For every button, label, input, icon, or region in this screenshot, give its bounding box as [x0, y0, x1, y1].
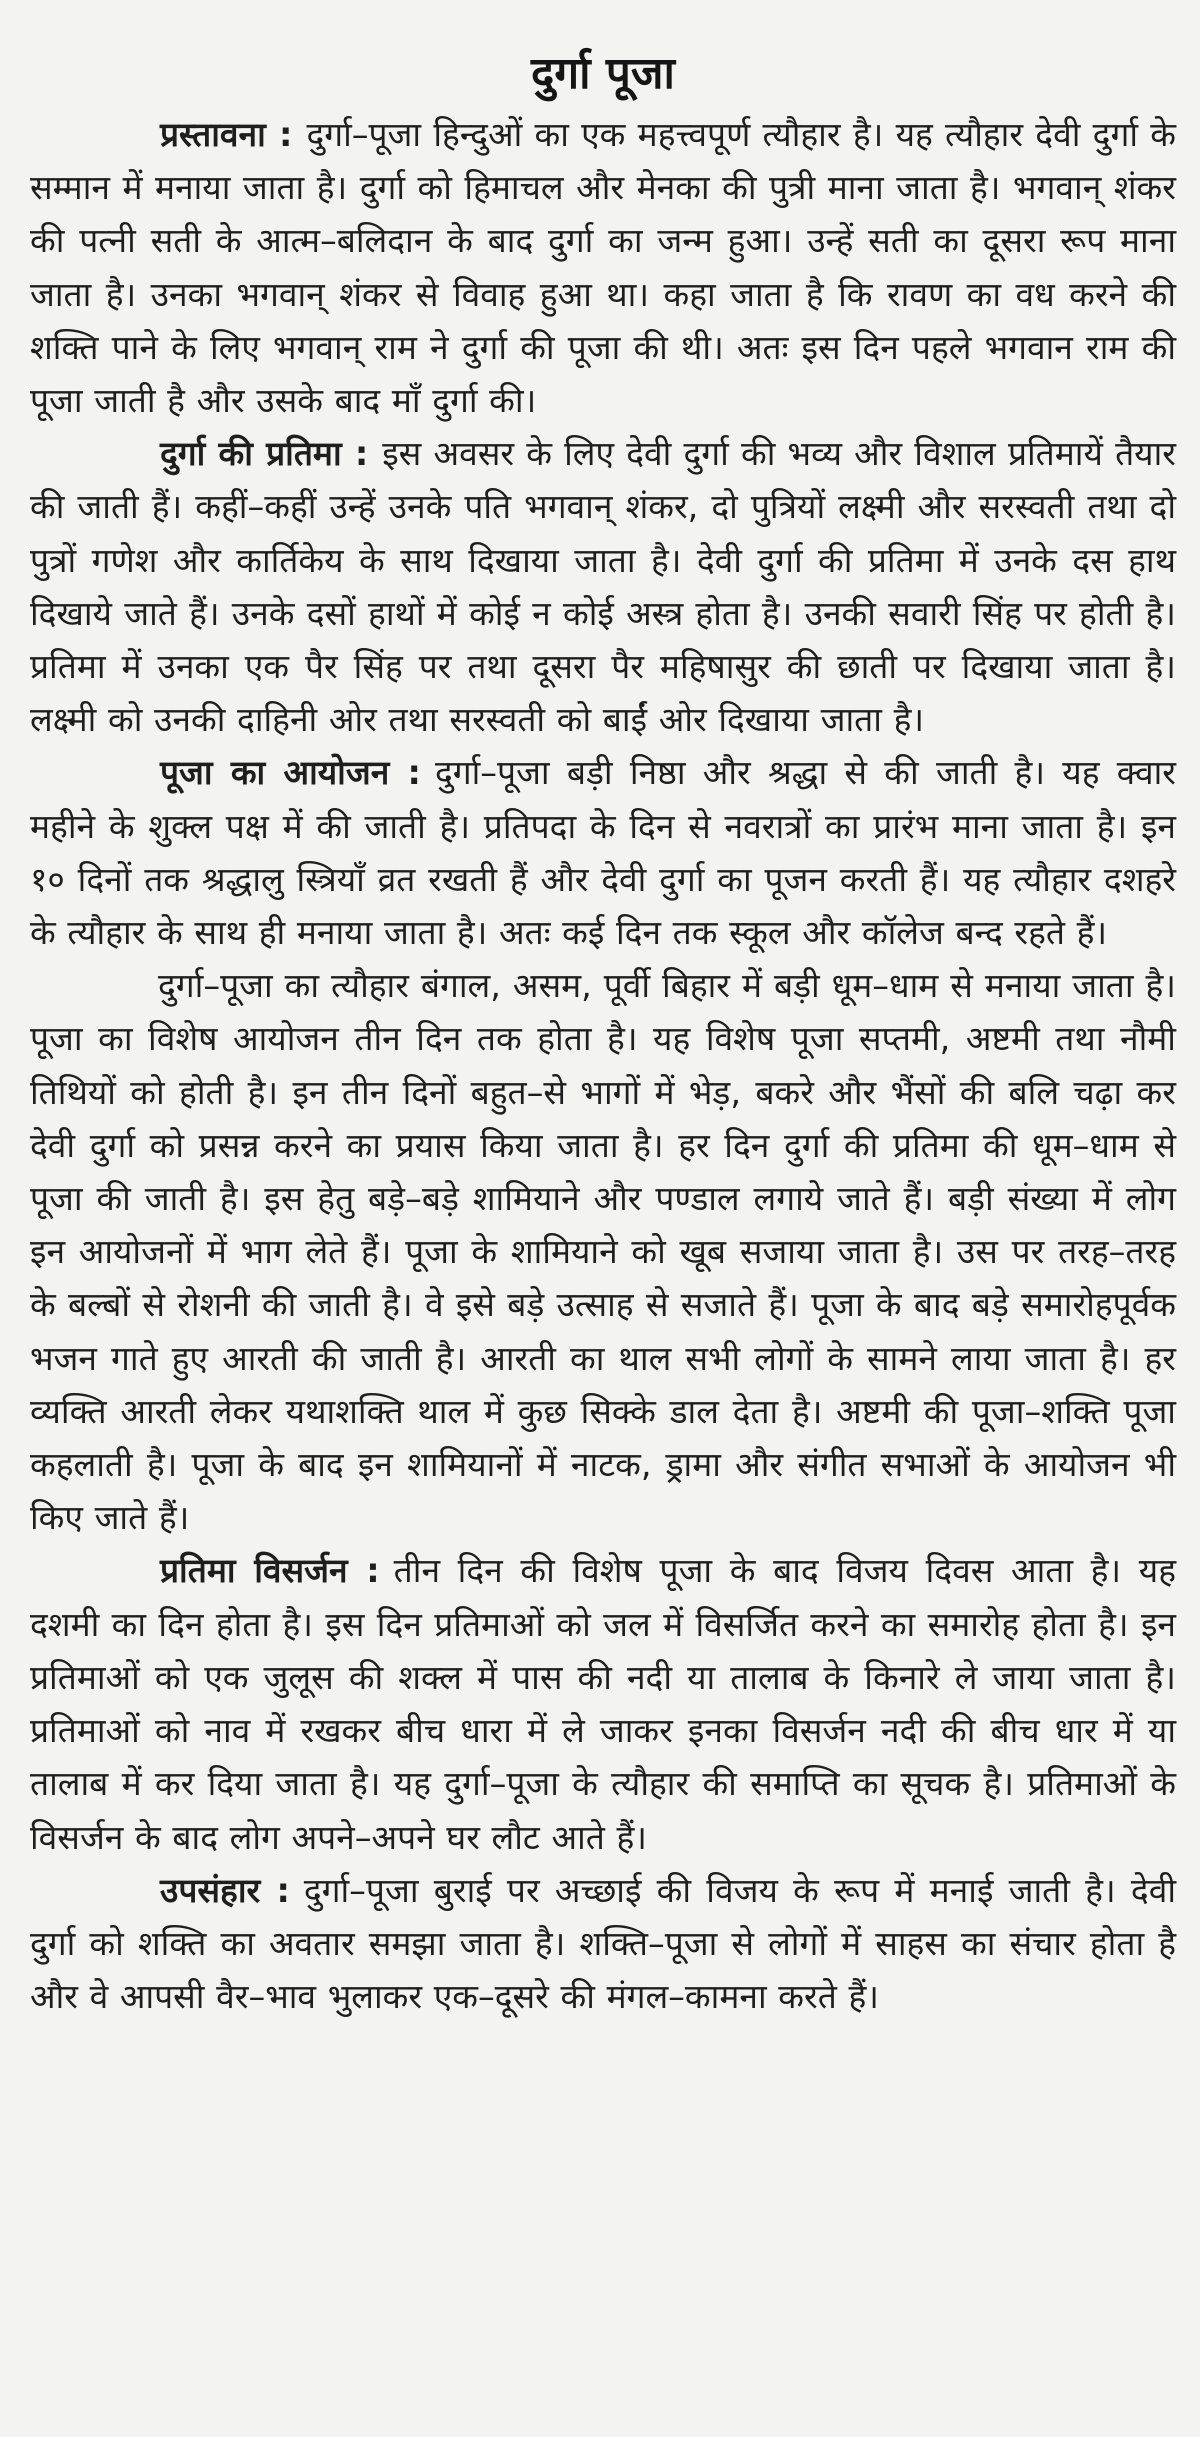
heading-organization: पूजा का आयोजन :	[160, 753, 421, 793]
paragraph-idol	[30, 427, 1176, 746]
text-immersion: तीन दिन की विशेष पूजा के बाद विजय दिवस आता है। यह दशमी का दिन होता है। इस दिन प्रतिमाओं को जल में विसर्जित करने का समारोह होता है। इन प्रतिमाओं को एक जुलूस की शक्ल में पास की नदी या तालाब के किनारे ले जाया जाता है। प्रतिमाओं को नाव में रखकर बीच धारा में ले जाकर इनका विसर्जन नदी की बीच धार में या तालाब में कर दिया जाता है। यह दुर्गा–पूजा के त्यौहार की समाप्ति का सूचक है। प्रतिमाओं के विसर्जन के बाद लोग अपने–अपने घर लौट आते हैं।	[30, 1551, 1176, 1857]
heading-idol: दुर्गा की प्रतिमा :	[160, 434, 369, 474]
paragraph-celebration	[30, 959, 1176, 1544]
paragraph-conclusion	[30, 1864, 1176, 2024]
paragraph-immersion	[30, 1544, 1176, 1863]
text-organization: दुर्गा–पूजा बड़ी निष्ठा और श्रद्धा से की जाती है। यह क्वार महीने के शुक्ल पक्ष में की जाती है। प्रतिपदा के दिन से नवरात्रों का प्रारंभ माना जाता है। इन १० दिनों तक श्रद्धालु स्त्रियाँ व्रत रखती हैं और देवी दुर्गा का पूजन करती हैं। यह त्यौहार दशहरे के त्यौहार के साथ ही मनाया जाता है। अतः कई दिन तक स्कूल और कॉलेज बन्द रहते हैं।	[30, 753, 1176, 953]
essay-title: दुर्गा पूजा	[531, 48, 675, 99]
heading-immersion: प्रतिमा विसर्जन :	[160, 1551, 380, 1591]
text-idol: इस अवसर के लिए देवी दुर्गा की भव्य और विशाल प्रतिमायें तैयार की जाती हैं। कहीं–कहीं उन्हें उनके पति भगवान् शंकर, दो पुत्रियों लक्ष्मी और सरस्वती तथा दो पुत्रों गणेश और कार्तिकेय के साथ दिखाया जाता है। देवी दुर्गा की प्रतिमा में उनके दस हाथ दिखाये जाते हैं। उनके दसों हाथों में कोई न कोई अस्त्र होता है। उनकी सवारी सिंह पर होती है। प्रतिमा में उनका एक पैर सिंह पर तथा दूसरा पैर महिषासुर की छाती पर दिखाया जाता है। लक्ष्मी को उनकी दाहिनी ओर तथा सरस्वती को बाईं ओर दिखाया जाता है।	[30, 434, 1176, 740]
heading-conclusion: उपसंहार :	[160, 1870, 290, 1910]
paragraph-introduction	[30, 108, 1176, 427]
text-celebration: दुर्गा–पूजा का त्यौहार बंगाल, असम, पूर्वी बिहार में बड़ी धूम–धाम से मनाया जाता है। पूजा का विशेष आयोजन तीन दिन तक होता है। यह विशेष पूजा सप्तमी, अष्टमी तथा नौमी तिथियों को होती है। इन तीन दिनों बहुत–से भागों में भेड़, बकरे और भैंसों की बलि चढ़ा कर देवी दुर्गा को प्रसन्न करने का प्रयास किया जाता है। हर दिन दुर्गा की प्रतिमा की धूम–धाम से पूजा की जाती है। इस हेतु बड़े–बड़े शामियाने और पण्डाल लगाये जाते हैं। बड़ी संख्या में लोग इन आयोजनों में भाग लेते हैं। पूजा के शामियाने को खूब सजाया जाता है। उस पर तरह–तरह के बल्बों से रोशनी की जाती है। वे इसे बड़े उत्साह से सजाते हैं। पूजा के बाद बड़े समारोहपूर्वक भजन गाते हुए आरती की जाती है। आरती का थाल सभी लोगों के सामने लाया जाता है। हर व्यक्ति आरती लेकर यथाशक्ति थाल में कुछ सिक्के डाल देता है। अष्टमी की पूजा–शक्ति पूजा कहलाती है। पूजा के बाद इन शामियानों में नाटक, ड्रामा और संगीत सभाओं के आयोजन भी किए जाते हैं।	[30, 966, 1176, 1538]
text-introduction: दुर्गा–पूजा हिन्दुओं का एक महत्त्वपूर्ण त्यौहार है। यह त्यौहार देवी दुर्गा के सम्मान में मनाया जाता है। दुर्गा को हिमाचल और मेनका की पुत्री माना जाता है। भगवान् शंकर की पत्नी सती के आत्म–बलिदान के बाद दुर्गा का जन्म हुआ। उन्हें सती का दूसरा रूप माना जाता है। उनका भगवान् शंकर से विवाह हुआ था। कहा जाता है कि रावण का वध करने की शक्ति पाने के लिए भगवान् राम ने दुर्गा की पूजा की थी। अतः इस दिन पहले भगवान राम की पूजा जाती है और उसके बाद माँ दुर्गा की।	[30, 115, 1176, 421]
paragraph-organization	[30, 746, 1176, 959]
text-conclusion: दुर्गा–पूजा बुराई पर अच्छाई की विजय के रूप में मनाई जाती है। देवी दुर्गा को शक्ति का अवतार समझा जाता है। शक्ति–पूजा से लोगों में साहस का संचार होता है और वे आपसी वैर–भाव भुलाकर एक–दूसरे की मंगल–कामना करते हैं।	[30, 1870, 1176, 2017]
heading-introduction: प्रस्तावना :	[160, 115, 293, 154]
